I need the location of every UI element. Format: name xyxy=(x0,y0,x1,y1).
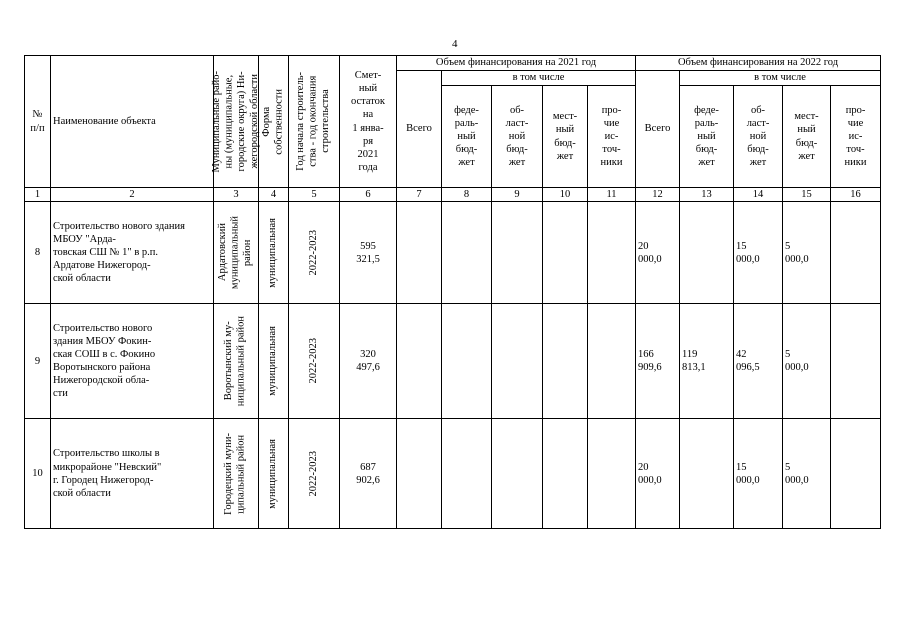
years-cell xyxy=(289,419,340,529)
financing-table xyxy=(24,55,881,529)
column-number: 11 xyxy=(588,188,636,202)
header-including-2022: в том числе xyxy=(680,71,881,86)
header-total-2022: Всего xyxy=(636,71,680,188)
local-2021 xyxy=(543,202,588,304)
object-name: Строительство школы в микрорайоне "Невский" г. Городец Нижегород- ской области xyxy=(51,419,214,529)
column-number: 1 xyxy=(25,188,51,202)
header-fin-2022: Объем финансирования на 2022 год xyxy=(636,56,881,71)
row-num: 9 xyxy=(25,304,51,419)
column-number: 6 xyxy=(340,188,397,202)
row-num: 8 xyxy=(25,202,51,304)
total-2022: 20 000,0 xyxy=(636,202,680,304)
ownership-text: муниципальная xyxy=(267,438,279,509)
header-federal-2022: феде- раль- ный бюд- жет xyxy=(680,86,734,188)
federal-2022: 119 813,1 xyxy=(680,304,734,419)
ownership-cell xyxy=(259,304,289,419)
column-number: 16 xyxy=(831,188,881,202)
total-2022: 166 909,6 xyxy=(636,304,680,419)
column-number: 3 xyxy=(214,188,259,202)
years-text: 2022-2023 xyxy=(307,338,319,384)
column-number: 10 xyxy=(543,188,588,202)
column-number: 12 xyxy=(636,188,680,202)
object-name: Строительство нового здания МБОУ "Арда- товская СШ № 1" в р.п. Ардатове Нижегород- ской области xyxy=(51,202,214,304)
regional-2021 xyxy=(492,202,543,304)
federal-2021 xyxy=(442,202,492,304)
column-number: 2 xyxy=(51,188,214,202)
header-other-2022: про- чие ис- точ- ники xyxy=(831,86,881,188)
table-row xyxy=(25,202,881,304)
column-number-row xyxy=(25,188,881,202)
ownership-text: муниципальная xyxy=(267,326,279,397)
years-text: 2022-2023 xyxy=(307,450,319,497)
other-2021 xyxy=(588,304,636,419)
header-other-2021: про- чие ис- точ- ники xyxy=(588,86,636,188)
header-district-text: Муниципальные райо- ны (муниципальные, городские округа) Ни- жегородской области xyxy=(210,70,260,173)
object-name: Строительство нового здания МБОУ Фокин- ская СОШ в с. Фокино Воротынского района Нижегородской обла- сти xyxy=(51,304,214,419)
header-ownership-text: Форма собственности xyxy=(260,88,285,155)
federal-2021 xyxy=(442,419,492,529)
column-number: 5 xyxy=(289,188,340,202)
district-cell xyxy=(214,419,259,529)
district-cell xyxy=(214,202,259,304)
ownership-cell xyxy=(259,419,289,529)
local-2022: 5 000,0 xyxy=(783,419,831,529)
regional-2022: 15 000,0 xyxy=(734,202,783,304)
total-2021 xyxy=(397,202,442,304)
header-years-text: Год начала строитель- ства - год окончания строительства xyxy=(295,72,332,171)
table-row xyxy=(25,419,881,529)
regional-2022: 42 096,5 xyxy=(734,304,783,419)
other-2021 xyxy=(588,202,636,304)
regional-2021 xyxy=(492,419,543,529)
other-2022 xyxy=(831,202,881,304)
header-federal-2021: феде- раль- ный бюд- жет xyxy=(442,86,492,188)
federal-2022 xyxy=(680,202,734,304)
ownership-cell xyxy=(259,202,289,304)
column-number: 7 xyxy=(397,188,442,202)
header-num: № п/п xyxy=(25,56,51,188)
balance-value: 320 497,6 xyxy=(340,304,397,419)
district-cell xyxy=(214,304,259,419)
column-number: 13 xyxy=(680,188,734,202)
column-number: 14 xyxy=(734,188,783,202)
other-2022 xyxy=(831,304,881,419)
years-text: 2022-2023 xyxy=(307,229,319,276)
header-district xyxy=(210,56,260,188)
column-number: 8 xyxy=(442,188,492,202)
federal-2021 xyxy=(442,304,492,419)
header-name: Наименование объекта xyxy=(51,56,214,188)
header-local-2021: мест- ный бюд- жет xyxy=(543,86,588,188)
table-row xyxy=(25,304,881,419)
local-2021 xyxy=(543,419,588,529)
district-text: Ардатовский муниципальный район xyxy=(217,216,254,290)
header-total-2021: Всего xyxy=(397,71,442,188)
header-regional-2021: об- ласт- ной бюд- жет xyxy=(492,86,543,188)
header-including-2021: в том числе xyxy=(442,71,636,86)
header-ownership xyxy=(259,56,289,188)
district-text: Воротынский му- ниципальный район xyxy=(223,316,247,407)
column-number: 15 xyxy=(783,188,831,202)
other-2021 xyxy=(588,419,636,529)
header-local-2022: мест- ный бюд- жет xyxy=(783,86,831,188)
local-2022: 5 000,0 xyxy=(783,304,831,419)
years-cell xyxy=(289,304,340,419)
total-2022: 20 000,0 xyxy=(636,419,680,529)
total-2021 xyxy=(397,419,442,529)
other-2022 xyxy=(831,419,881,529)
column-number: 4 xyxy=(259,188,289,202)
header-fin-2021: Объем финансирования на 2021 год xyxy=(397,56,636,71)
total-2021 xyxy=(397,304,442,419)
regional-2021 xyxy=(492,304,543,419)
header-balance: Смет- ный остаток на 1 янва- ря 2021 года xyxy=(340,56,397,188)
federal-2022 xyxy=(680,419,734,529)
page-number: 4 xyxy=(452,38,458,50)
row-num: 10 xyxy=(25,419,51,529)
years-cell xyxy=(289,202,340,304)
local-2022: 5 000,0 xyxy=(783,202,831,304)
district-text: Городецкий муни- ципальный район xyxy=(223,432,247,515)
header-years xyxy=(289,56,340,188)
ownership-text: муниципальная xyxy=(267,217,279,288)
header-regional-2022: об- ласт- ной бюд- жет xyxy=(734,86,783,188)
balance-value: 687 902,6 xyxy=(340,419,397,529)
balance-value: 595 321,5 xyxy=(340,202,397,304)
regional-2022: 15 000,0 xyxy=(734,419,783,529)
local-2021 xyxy=(543,304,588,419)
column-number: 9 xyxy=(492,188,543,202)
